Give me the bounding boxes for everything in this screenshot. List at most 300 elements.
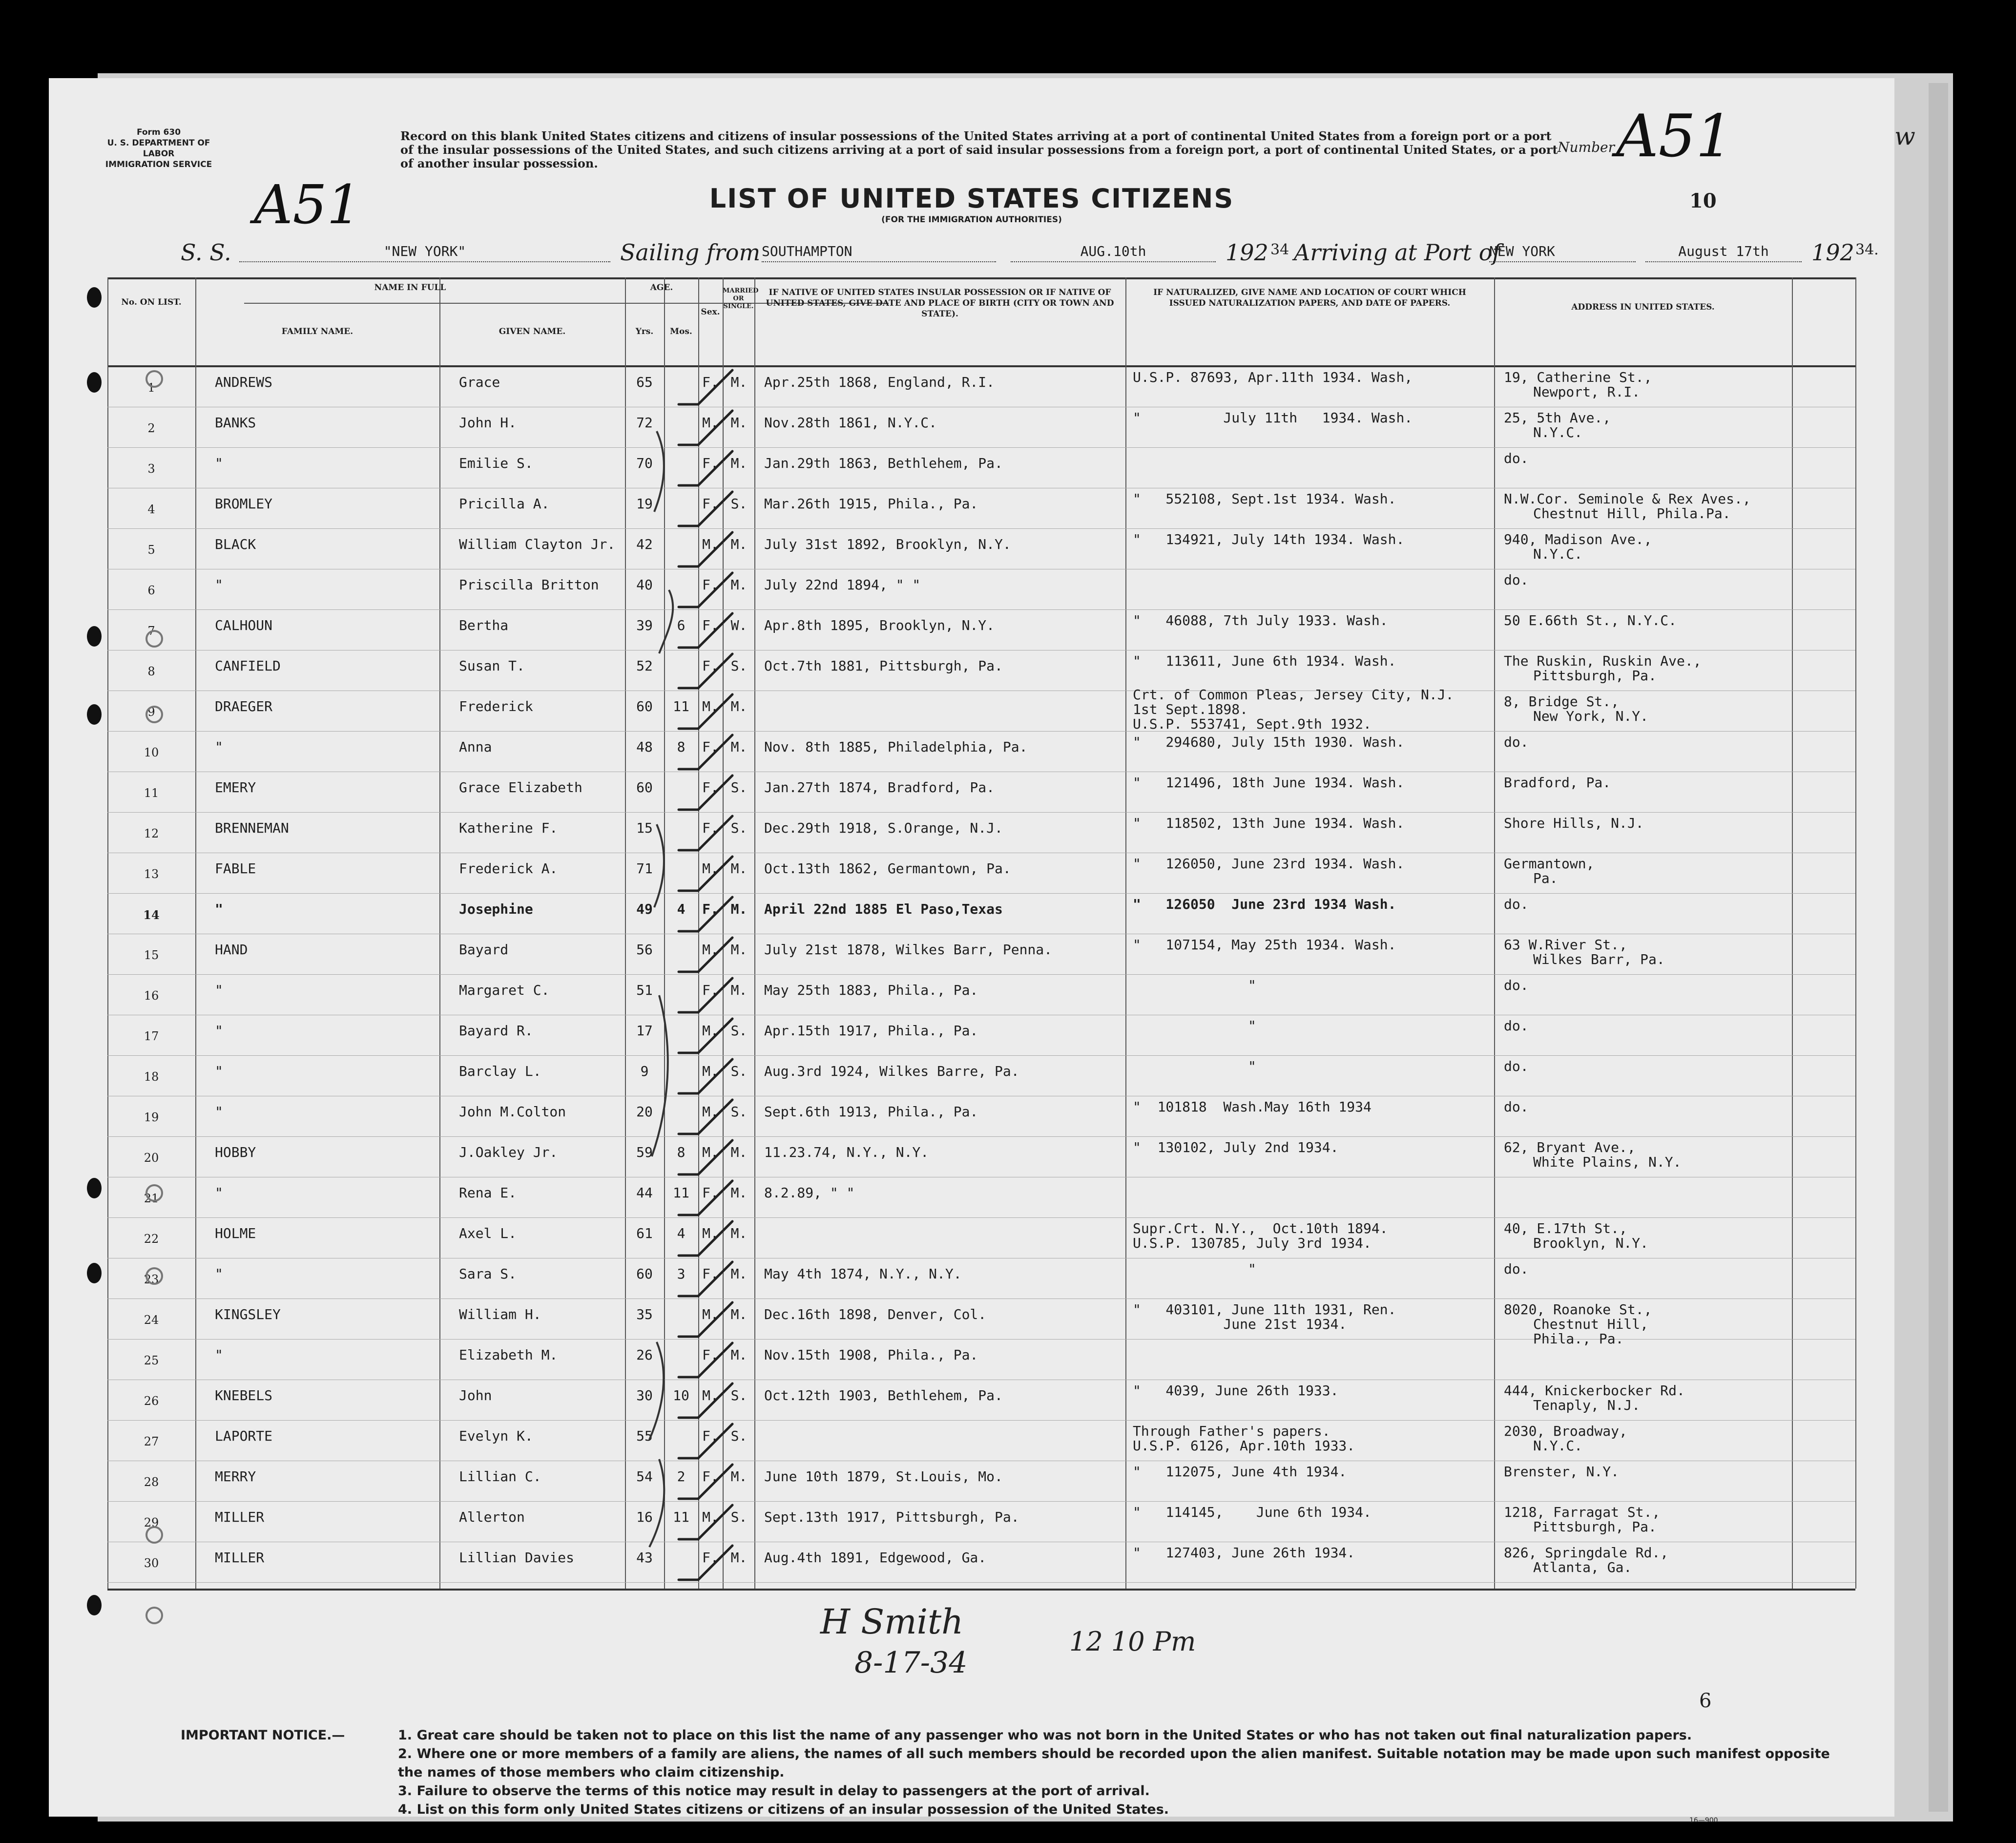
marital-status: M. xyxy=(730,1144,748,1160)
passenger-number: 2 xyxy=(147,421,155,435)
passenger-number: 22 xyxy=(144,1232,159,1246)
family-name: HAND xyxy=(215,942,248,958)
sex: F. xyxy=(702,455,719,471)
given-name: Barclay L. xyxy=(459,1063,541,1079)
col-rule xyxy=(1855,277,1856,1589)
family-name: BANKS xyxy=(215,415,256,431)
sex: M. xyxy=(702,1144,719,1160)
col-rule xyxy=(1125,277,1126,1589)
given-name: John M.Colton xyxy=(459,1104,566,1120)
age-years: 26 xyxy=(636,1347,653,1363)
sex: M. xyxy=(702,698,719,714)
col-rule xyxy=(195,277,196,1589)
birth-details: Nov.28th 1861, N.Y.C. xyxy=(764,415,937,431)
passenger-number: 29 xyxy=(144,1516,159,1529)
us-address: Tenaply, N.J. xyxy=(1533,1397,1641,1413)
us-address: do. xyxy=(1504,450,1529,466)
birth-details: Nov.15th 1908, Phila., Pa. xyxy=(764,1347,978,1363)
age-years: 52 xyxy=(636,658,653,674)
age-years: 42 xyxy=(636,536,653,552)
binder-hole xyxy=(87,1178,102,1198)
row-rule xyxy=(107,1055,1855,1056)
marital-status: M. xyxy=(730,1347,748,1363)
given-name: Evelyn K. xyxy=(459,1428,533,1444)
us-address: 826, Springdale Rd., xyxy=(1504,1545,1669,1561)
sex: F. xyxy=(702,820,719,836)
age-years: 60 xyxy=(636,1266,653,1282)
header-naturalized: IF NATURALIZED, GIVE NAME AND LOCATION OF COURT WHICH ISSUED NATURALIZATION PAPERS, AND DATE OF PAPERS. xyxy=(1153,288,1466,308)
family-name: " xyxy=(215,982,223,998)
col-rule xyxy=(439,277,440,1589)
marital-status: M. xyxy=(730,577,748,593)
sex: F. xyxy=(702,982,719,998)
birth-details: July 31st 1892, Brooklyn, N.Y. xyxy=(764,536,1011,552)
given-name: Emilie S. xyxy=(459,455,533,471)
naturalization-details: 1st Sept.1898. xyxy=(1133,701,1248,717)
number-value-handwritten: A51 xyxy=(1616,103,1733,170)
row-rule xyxy=(107,1136,1855,1137)
family-name: EMERY xyxy=(215,779,256,796)
given-name: Katherine F. xyxy=(459,820,558,836)
given-name: Josephine xyxy=(459,901,533,917)
sex: F. xyxy=(702,1185,719,1201)
age-months: 4 xyxy=(677,901,686,917)
age-months: 10 xyxy=(673,1387,689,1403)
notice-item: 3. Failure to observe the terms of this notice may result in delay to passengers at the port of arrival. xyxy=(398,1783,1150,1799)
family-name: " xyxy=(215,1023,223,1039)
us-address: 40, E.17th St., xyxy=(1504,1220,1627,1236)
us-address: Phila., Pa. xyxy=(1533,1331,1624,1347)
age-years: 39 xyxy=(636,617,653,633)
port-from: SOUTHAMPTON xyxy=(762,243,996,262)
given-name: John H. xyxy=(459,415,517,431)
binder-hole xyxy=(87,1263,102,1283)
us-address: Brooklyn, N.Y. xyxy=(1533,1235,1649,1251)
col-rule xyxy=(1792,277,1793,1589)
marital-status: M. xyxy=(730,374,748,390)
naturalization-details: " 126050, June 23rd 1934. Wash. xyxy=(1133,856,1405,872)
year-suffix-1: 34 xyxy=(1270,241,1289,258)
age-years: 72 xyxy=(636,415,653,431)
passenger-number: 20 xyxy=(144,1151,159,1165)
arriving-label: Arriving at Port of xyxy=(1294,239,1501,266)
page-title: LIST OF UNITED STATES CITIZENS xyxy=(709,183,1234,214)
age-years: 71 xyxy=(636,860,653,877)
age-years: 9 xyxy=(640,1063,649,1079)
us-address: 63 W.River St., xyxy=(1504,937,1627,953)
age-years: 48 xyxy=(636,739,653,755)
marital-status: S. xyxy=(730,658,748,674)
passenger-number: 1 xyxy=(147,381,155,395)
binder-ring xyxy=(145,630,163,648)
us-address: Chestnut Hill, Phila.Pa. xyxy=(1533,505,1731,522)
marital-status: S. xyxy=(730,779,748,796)
us-address: do. xyxy=(1504,1099,1529,1115)
passenger-number: 10 xyxy=(144,746,159,759)
header-sex: Sex. xyxy=(701,307,720,317)
us-address: Bradford, Pa. xyxy=(1504,775,1611,791)
marital-status: W. xyxy=(730,617,748,633)
birth-details: June 10th 1879, St.Louis, Mo. xyxy=(764,1468,1003,1485)
row-rule xyxy=(107,447,1855,448)
family-name: BRENNEMAN xyxy=(215,820,289,836)
family-name: MILLER xyxy=(215,1509,265,1525)
family-name: HOBBY xyxy=(215,1144,256,1160)
header-bottom-rule xyxy=(107,365,1855,367)
given-name: Grace xyxy=(459,374,500,390)
passenger-number: 25 xyxy=(144,1354,159,1367)
form-header-left xyxy=(103,127,215,170)
year-suffix-2: 34. xyxy=(1855,241,1879,258)
sex: M. xyxy=(702,415,719,431)
passenger-number: 9 xyxy=(147,705,155,719)
age-years: 19 xyxy=(636,496,653,512)
naturalization-details: Crt. of Common Pleas, Jersey City, N.J. xyxy=(1133,687,1454,703)
sex: M. xyxy=(702,1306,719,1322)
binder-hole xyxy=(87,372,102,393)
page-subtitle: (FOR THE IMMIGRATION AUTHORITIES) xyxy=(881,215,1062,225)
binder-hole xyxy=(87,704,102,725)
age-months: 3 xyxy=(677,1266,686,1282)
age-years: 70 xyxy=(636,455,653,471)
birth-details: 11.23.74, N.Y., N.Y. xyxy=(764,1144,929,1160)
birth-details: Oct.13th 1862, Germantown, Pa. xyxy=(764,860,1011,877)
family-name: ANDREWS xyxy=(215,374,273,390)
naturalization-details: U.S.P. 553741, Sept.9th 1932. xyxy=(1133,716,1372,732)
arrive-date: August 17th xyxy=(1645,243,1802,262)
naturalization-details: " xyxy=(1133,1018,1256,1034)
year-prefix-1: 192 xyxy=(1226,239,1268,266)
given-name: Sara S. xyxy=(459,1266,517,1282)
naturalization-details: " 101818 Wash.May 16th 1934 xyxy=(1133,1099,1372,1115)
birth-details: Mar.26th 1915, Phila., Pa. xyxy=(764,496,978,512)
naturalization-details: " 294680, July 15th 1930. Wash. xyxy=(1133,734,1405,750)
passenger-number: 27 xyxy=(144,1435,159,1448)
birth-details: Apr.25th 1868, England, R.I. xyxy=(764,374,995,390)
marital-status: S. xyxy=(730,1509,748,1525)
sailing-from-label: Sailing from xyxy=(620,239,761,266)
family-name: " xyxy=(215,1347,223,1363)
age-years: 44 xyxy=(636,1185,653,1201)
marital-status: M. xyxy=(730,1306,748,1322)
given-name: William H. xyxy=(459,1306,541,1322)
sex: M. xyxy=(702,536,719,552)
marital-status: S. xyxy=(730,1428,748,1444)
naturalization-details: Through Father's papers. xyxy=(1133,1423,1330,1439)
age-years: 65 xyxy=(636,374,653,390)
given-name: Axel L. xyxy=(459,1225,517,1241)
sex: F. xyxy=(702,1266,719,1282)
age-months: 6 xyxy=(677,617,686,633)
age-years: 49 xyxy=(636,901,653,917)
row-rule xyxy=(107,609,1855,610)
us-address: Brenster, N.Y. xyxy=(1504,1464,1620,1480)
us-address: Shore Hills, N.J. xyxy=(1504,815,1644,831)
page-mark: 6 xyxy=(1699,1690,1712,1712)
family-name: " xyxy=(215,1063,223,1079)
number-label: Number xyxy=(1558,139,1615,155)
binder-ring xyxy=(145,706,163,723)
print-code: 16—900 xyxy=(1689,1817,1718,1824)
binder-ring xyxy=(145,1607,163,1624)
passenger-number: 14 xyxy=(143,908,160,922)
us-address: White Plains, N.Y. xyxy=(1533,1154,1682,1170)
list-id-handwritten: A51 xyxy=(254,173,361,236)
family-name: HOLME xyxy=(215,1225,256,1241)
marital-status: M. xyxy=(730,942,748,958)
age-years: 16 xyxy=(636,1509,653,1525)
notice-item: 1. Great care should be taken not to place on this list the name of any passenger who was not born in the United States or who has not taken out final naturalization papers. xyxy=(398,1728,1692,1743)
naturalization-details: " 130102, July 2nd 1934. xyxy=(1133,1139,1339,1155)
birth-details: Sept.13th 1917, Pittsburgh, Pa. xyxy=(764,1509,1019,1525)
marital-status: M. xyxy=(730,1468,748,1485)
row-rule xyxy=(107,1501,1855,1502)
birth-details: 8.2.89, " " xyxy=(764,1185,855,1201)
age-years: 43 xyxy=(636,1550,653,1566)
us-address: N.Y.C. xyxy=(1533,424,1583,440)
marital-status: M. xyxy=(730,860,748,877)
family-name: CALHOUN xyxy=(215,617,273,633)
given-name: Anna xyxy=(459,739,492,755)
given-name: Pricilla A. xyxy=(459,496,550,512)
notice-label: IMPORTANT NOTICE.— xyxy=(181,1728,345,1743)
us-address: Germantown, xyxy=(1504,856,1595,872)
age-years: 59 xyxy=(636,1144,653,1160)
row-rule xyxy=(107,974,1855,975)
bracket-mark xyxy=(654,431,664,512)
birth-details: Sept.6th 1913, Phila., Pa. xyxy=(764,1104,978,1120)
marital-status: S. xyxy=(730,820,748,836)
given-name: Frederick xyxy=(459,698,533,714)
header-family-name: FAMILY NAME. xyxy=(281,327,353,336)
binder-ring xyxy=(145,1526,163,1544)
marital-status: M. xyxy=(730,739,748,755)
us-address: 19, Catherine St., xyxy=(1504,369,1652,385)
given-name: Allerton xyxy=(459,1509,525,1525)
sex: F. xyxy=(702,1428,719,1444)
us-address: 2030, Broadway, xyxy=(1504,1423,1627,1439)
family-name: CANFIELD xyxy=(215,658,281,674)
naturalization-details: " 121496, 18th June 1934. Wash. xyxy=(1133,775,1405,791)
us-address: do. xyxy=(1504,1058,1529,1074)
year-prefix-2: 192 xyxy=(1811,239,1854,266)
sex: F. xyxy=(702,374,719,390)
bracket-mark xyxy=(649,1342,664,1440)
naturalization-details: " xyxy=(1133,1261,1256,1277)
naturalization-details: U.S.P. 6126, Apr.10th 1933. xyxy=(1133,1438,1355,1454)
row-rule xyxy=(107,731,1855,732)
us-address: The Ruskin, Ruskin Ave., xyxy=(1504,653,1702,669)
naturalization-details: " 113611, June 6th 1934. Wash. xyxy=(1133,653,1396,669)
age-months: 11 xyxy=(673,1509,689,1525)
notice-item: 4. List on this form only United States citizens or citizens of an insular possession of the United States. xyxy=(398,1802,1169,1817)
sex: F. xyxy=(702,577,719,593)
sex: F. xyxy=(702,1550,719,1566)
naturalization-details: " 126050 June 23rd 1934 Wash. xyxy=(1133,896,1396,912)
ship-name: "NEW YORK" xyxy=(239,243,610,262)
sex: F. xyxy=(702,739,719,755)
signature-time: 12 10 Pm xyxy=(1069,1626,1196,1657)
given-name: Bayard R. xyxy=(459,1023,533,1039)
us-address: Atlanta, Ga. xyxy=(1533,1559,1632,1575)
inspector-signature: H Smith xyxy=(820,1602,964,1642)
birth-details: Apr.8th 1895, Brooklyn, N.Y. xyxy=(764,617,995,633)
naturalization-details: " 112075, June 4th 1934. xyxy=(1133,1464,1347,1480)
header-age: AGE. xyxy=(650,283,673,293)
table-top-rule xyxy=(107,277,1855,279)
us-address: 8020, Roanoke St., xyxy=(1504,1301,1652,1318)
us-address: Newport, R.I. xyxy=(1533,384,1641,400)
us-address: Pittsburgh, Pa. xyxy=(1533,1519,1657,1535)
age-years: 54 xyxy=(636,1468,653,1485)
record-instructions: Record on this blank United States citizens and citizens of insular possessions of the United States arriving at a port of continental United States from a foreign port or a port of the insular possessions of the United States, and such citizens arriving at a port of said insular possessions from a foreign port, a port of continental United States, or a port of another insular possession. xyxy=(400,129,1558,170)
birth-details: July 22nd 1894, " " xyxy=(764,577,921,593)
naturalization-details: " 552108, Sept.1st 1934. Wash. xyxy=(1133,491,1396,507)
marital-status: S. xyxy=(730,1023,748,1039)
passenger-number: 11 xyxy=(144,786,159,800)
age-months: 2 xyxy=(677,1468,686,1485)
given-name: Lillian Davies xyxy=(459,1550,575,1566)
us-address: do. xyxy=(1504,1261,1529,1277)
age-years: 56 xyxy=(636,942,653,958)
sex: M. xyxy=(702,1104,719,1120)
given-name: Bayard xyxy=(459,942,509,958)
col-rule xyxy=(1494,277,1495,1589)
birth-details: Oct.7th 1881, Pittsburgh, Pa. xyxy=(764,658,1003,674)
given-name: J.Oakley Jr. xyxy=(459,1144,558,1160)
naturalization-details: " 127403, June 26th 1934. xyxy=(1133,1545,1355,1561)
given-name: Lillian C. xyxy=(459,1468,541,1485)
age-years: 60 xyxy=(636,698,653,714)
given-name: Susan T. xyxy=(459,658,525,674)
marital-status: M. xyxy=(730,901,748,917)
sex: F. xyxy=(702,496,719,512)
passenger-number: 4 xyxy=(147,503,155,516)
binder-hole xyxy=(87,287,102,308)
birth-details: Dec.29th 1918, S.Orange, N.J. xyxy=(764,820,1003,836)
row-rule xyxy=(107,812,1855,813)
sex: M. xyxy=(702,1225,719,1241)
given-name: Rena E. xyxy=(459,1185,517,1201)
us-address: Pittsburgh, Pa. xyxy=(1533,668,1657,684)
passenger-number: 21 xyxy=(144,1192,159,1205)
us-address: N.W.Cor. Seminole & Rex Aves., xyxy=(1504,491,1751,507)
family-name: BLACK xyxy=(215,536,256,552)
sex: M. xyxy=(702,860,719,877)
row-rule xyxy=(107,1420,1855,1421)
birth-details: Dec.16th 1898, Denver, Col. xyxy=(764,1306,987,1322)
row-rule xyxy=(107,1217,1855,1218)
age-months: 8 xyxy=(677,1144,686,1160)
document-page xyxy=(49,78,1915,1824)
given-name: Bertha xyxy=(459,617,509,633)
us-address: 1218, Farragat St., xyxy=(1504,1504,1661,1520)
us-address: Chestnut Hill, xyxy=(1533,1316,1649,1332)
family-name: BROMLEY xyxy=(215,496,273,512)
naturalization-details: " 4039, June 26th 1933. xyxy=(1133,1382,1339,1399)
given-name: Frederick A. xyxy=(459,860,558,877)
us-address: Pa. xyxy=(1533,870,1558,886)
citizens-table xyxy=(107,277,1855,1589)
family-name: KNEBELS xyxy=(215,1387,273,1403)
age-years: 35 xyxy=(636,1306,653,1322)
service-name: IMMIGRATION SERVICE xyxy=(105,160,212,169)
given-name: John xyxy=(459,1387,492,1403)
birth-details: Jan.27th 1874, Bradford, Pa. xyxy=(764,779,995,796)
passenger-number: 18 xyxy=(144,1070,159,1084)
family-name: " xyxy=(215,1104,223,1120)
family-name: " xyxy=(215,739,223,755)
sex: M. xyxy=(702,942,719,958)
naturalization-details: " 134921, July 14th 1934. Wash. xyxy=(1133,531,1405,547)
given-name: Priscilla Britton xyxy=(459,577,599,593)
row-rule xyxy=(107,1298,1855,1299)
family-name: " xyxy=(215,1185,223,1201)
sheet-number: 10 xyxy=(1689,189,1717,212)
marital-status: M. xyxy=(730,536,748,552)
birth-details: May 25th 1883, Phila., Pa. xyxy=(764,982,978,998)
passenger-number: 30 xyxy=(144,1556,159,1570)
age-months: 8 xyxy=(677,739,686,755)
header-mos: Mos. xyxy=(670,327,692,336)
passenger-number: 17 xyxy=(144,1029,159,1043)
marital-status: M. xyxy=(730,982,748,998)
age-months: 11 xyxy=(673,1185,689,1201)
naturalization-details: " 114145, June 6th 1934. xyxy=(1133,1504,1372,1520)
given-name: Margaret C. xyxy=(459,982,550,998)
age-years: 60 xyxy=(636,779,653,796)
binder-ring xyxy=(145,370,163,388)
family-name: FABLE xyxy=(215,860,256,877)
table-bottom-rule xyxy=(107,1589,1855,1591)
passenger-number: 12 xyxy=(144,827,159,840)
us-address: do. xyxy=(1504,734,1529,750)
passenger-number: 3 xyxy=(147,462,155,476)
marital-status: S. xyxy=(730,1387,748,1403)
birth-details: April 22nd 1885 El Paso,Texas xyxy=(764,901,1003,917)
us-address: N.Y.C. xyxy=(1533,546,1583,562)
voyage-line xyxy=(181,239,1879,269)
marital-status: M. xyxy=(730,455,748,471)
family-name: " xyxy=(215,901,223,917)
row-rule xyxy=(107,1582,1855,1583)
passenger-number: 16 xyxy=(144,989,159,1003)
passenger-number: 13 xyxy=(144,867,159,881)
naturalization-details: U.S.P. 130785, July 3rd 1934. xyxy=(1133,1235,1372,1251)
family-name: " xyxy=(215,1266,223,1282)
sex: F. xyxy=(702,901,719,917)
us-address: 940, Madison Ave., xyxy=(1504,531,1652,547)
birth-details: July 21st 1878, Wilkes Barr, Penna. xyxy=(764,942,1053,958)
us-address: Wilkes Barr, Pa. xyxy=(1533,951,1665,967)
us-address: 25, 5th Ave., xyxy=(1504,410,1611,426)
marital-status: M. xyxy=(730,1550,748,1566)
department-name: U. S. DEPARTMENT OF LABOR xyxy=(107,138,210,159)
us-address: do. xyxy=(1504,977,1529,993)
marital-status: S. xyxy=(730,1063,748,1079)
sex: F. xyxy=(702,617,719,633)
marital-status: S. xyxy=(730,496,748,512)
naturalization-details: U.S.P. 87693, Apr.11th 1934. Wash, xyxy=(1133,369,1413,385)
birth-details: Aug.3rd 1924, Wilkes Barre, Pa. xyxy=(764,1063,1019,1079)
binder-ring xyxy=(145,1184,163,1202)
passenger-number: 28 xyxy=(144,1475,159,1489)
binder-hole xyxy=(87,1595,102,1615)
marital-status: M. xyxy=(730,1225,748,1241)
age-years: 40 xyxy=(636,577,653,593)
naturalization-details: " 107154, May 25th 1934. Wash. xyxy=(1133,937,1396,953)
naturalization-details: " xyxy=(1133,1058,1256,1074)
